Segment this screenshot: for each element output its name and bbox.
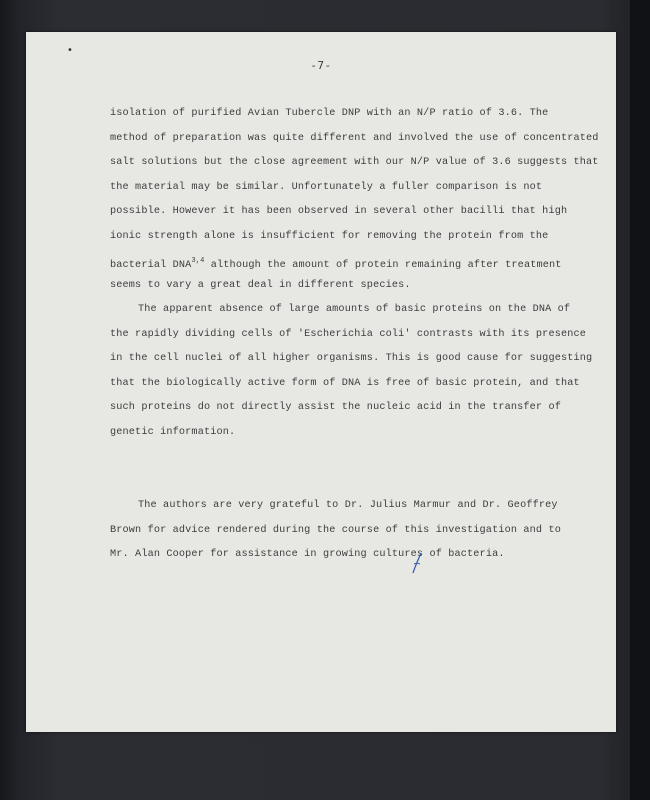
text-line: salt solutions but the close agreement with our N/P value of 3.6 suggests that: [110, 157, 599, 168]
text-line: Brown for advice rendered during the course of this investigation and to: [110, 524, 561, 536]
text-fragment: Mr. Alan Cooper for assistance in growing culture: [110, 549, 417, 560]
document-page: [26, 32, 616, 732]
text-fragment: s of bacteria.: [416, 549, 505, 560]
text-line: isolation of purified Avian Tubercle DNP with an N/P ratio of 3.6. The: [110, 108, 549, 119]
scanner-edge: [630, 0, 650, 800]
text-fragment: bacterial DNA: [110, 260, 192, 271]
text-line: The authors are very grateful to Dr. Julius Marmur and Dr. Geoffrey: [138, 500, 558, 511]
acknowledgements-paragraph: [110, 494, 590, 568]
paragraph-2: [110, 298, 593, 445]
text-line: [110, 249, 590, 274]
text-line: that the biologically active form of DNA is free of basic protein, and that: [110, 377, 580, 389]
text-line: seems to vary a great deal in different species.: [110, 279, 411, 291]
text-line: the material may be similar. Unfortunately a fuller comparison is not: [110, 181, 543, 193]
paragraph-1: [110, 102, 599, 298]
reference-superscript: 3,4: [191, 257, 205, 265]
text-line: The apparent absence of large amounts of basic proteins on the DNA of: [138, 304, 571, 315]
text-line: genetic information.: [110, 426, 236, 438]
text-line: such proteins do not directly assist the nucleic acid in the transfer of: [110, 402, 561, 413]
text-line: in the cell nuclei of all higher organisms. This is good cause for suggesting: [110, 353, 593, 364]
text-line: ionic strength alone is insufficient for removing the protein from the: [110, 230, 549, 242]
page-number: -7-: [310, 59, 332, 72]
text-line: possible. However it has been observed in several other bacilli that high: [110, 206, 568, 217]
text-line: [110, 543, 590, 568]
text-line: method of preparation was quite different and involved the use of concentrated: [110, 132, 599, 144]
text-fragment: although the amount of protein remaining after treatment: [204, 260, 562, 271]
text-line: the rapidly dividing cells of 'Escherichia coli' contrasts with its presence: [110, 328, 587, 340]
tick-mark: •: [67, 45, 73, 56]
